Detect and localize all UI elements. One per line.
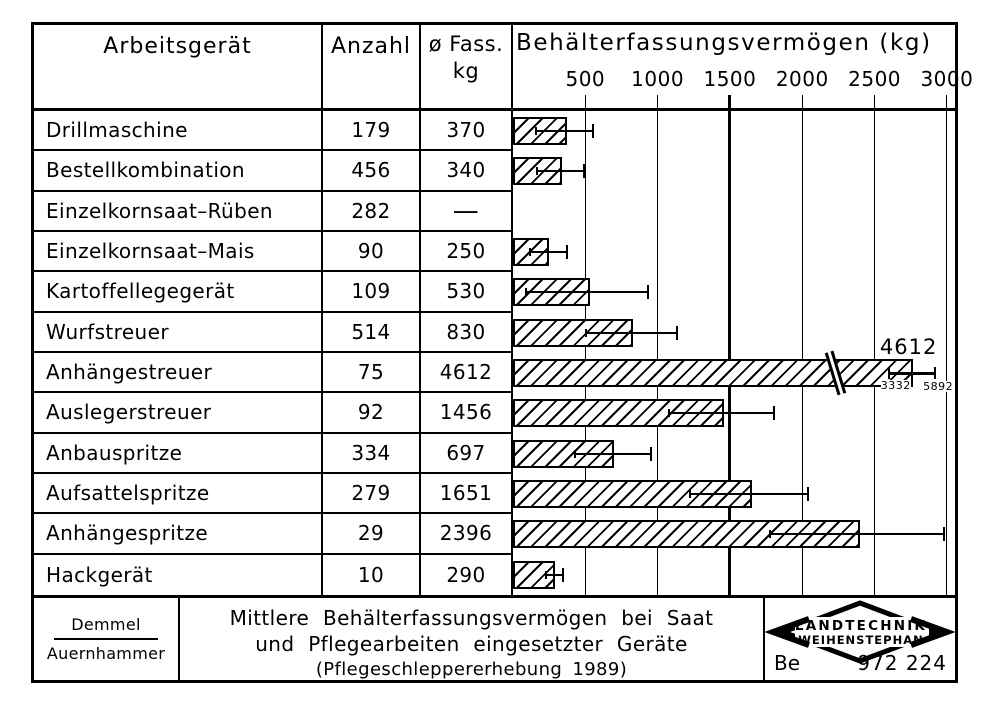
table-row [34,151,511,191]
header-label-anzahl: Anzahl [330,34,412,59]
error-bar-right-tick [647,285,649,299]
geraet-label: Einzelkornsaat–Rüben [46,198,274,223]
axis-tick [728,95,731,108]
header-label-fass-1: ø Fass. [428,32,504,56]
axis-tick [657,95,658,108]
table-row [34,555,511,595]
fass-value: 4612 [439,360,493,385]
table-footer [34,595,955,680]
fass-value: 697 [446,440,486,465]
cell-fass [421,313,511,351]
fass-value: 290 [446,562,486,587]
cell-fass [421,353,511,391]
axis-tick-label: 1500 [703,67,757,91]
caption-cell [180,598,765,680]
error-bar-line [888,372,936,375]
anzahl-value: 10 [357,562,385,587]
logo-text-1: LANDTECHNIK [794,618,928,634]
author-top: Demmel [71,615,141,634]
caption-line-1: Mittlere Behälterfassungsvermögen bei Saat [229,606,714,630]
cell-geraet [34,514,323,552]
fass-value: 340 [446,158,486,183]
header-cell-geraet [34,25,323,108]
geraet-label: Bestellkombination [46,158,245,183]
table-rows [34,111,511,595]
error-bar-line [689,493,809,495]
error-bar-left-tick [769,530,771,538]
cell-geraet [34,474,323,512]
axis-tick [802,95,803,108]
axis-tick [946,95,947,108]
anzahl-value: 75 [357,360,385,385]
error-bar-right-tick [934,367,936,379]
error-bar-left-tick [668,409,670,417]
chart-header [511,25,974,108]
error-bar-left-tick [585,329,587,337]
error-bar-right-tick [943,527,945,541]
table-row [34,434,511,474]
cell-anzahl [323,393,421,431]
error-bar-right-tick [650,447,652,461]
fass-value: 830 [446,319,486,344]
error-bar-line [769,533,945,535]
error-bar-line [536,170,585,172]
axis-tick-label: 500 [565,67,606,91]
cell-fass [421,232,511,270]
anzahl-value: 92 [357,400,385,425]
table-frame [31,22,974,683]
anzahl-value: 456 [351,158,391,183]
error-bar-left-tick [574,450,576,458]
error-bar-left-tick [536,167,538,175]
bar-value-annotation: 4612 [879,335,938,359]
error-bar-right-tick [676,326,678,340]
cell-geraet [34,192,323,230]
cell-fass [421,393,511,431]
error-bar [585,326,678,340]
error-bar-line [585,332,678,334]
error-bar-left-tick [525,288,527,296]
cell-anzahl [323,353,421,391]
error-bar-line [525,291,649,293]
error-bar-left-tick [545,571,547,579]
geraet-label: Auslegerstreuer [46,400,212,425]
bar-low-annotation: 3332 [880,379,911,392]
cell-fass [421,272,511,310]
table-row [34,232,511,272]
table-row [34,353,511,393]
geraet-label: Anhängestreuer [46,360,213,385]
error-bar-left-tick [535,127,537,135]
cell-anzahl [323,474,421,512]
error-bar [769,527,945,541]
error-bar-left-tick [689,490,691,498]
error-bar-right-tick [583,164,585,178]
anzahl-value: 109 [351,279,391,304]
error-bar [525,285,649,299]
error-bar [529,245,568,259]
cell-anzahl [323,151,421,189]
geraet-label: Einzelkornsaat–Mais [46,239,255,264]
cell-anzahl [323,555,421,595]
fass-value: 530 [446,279,486,304]
error-bar-line [535,130,594,132]
error-bar [574,447,652,461]
logo-text-2: WEIHENSTEPHAN [798,633,924,647]
error-bar [536,164,585,178]
axis-tick-label: 2500 [848,67,902,91]
header-cell-fass [421,25,511,108]
cell-anzahl [323,434,421,472]
error-bar-line [668,412,774,414]
table-row [34,111,511,151]
anzahl-value: 334 [351,440,391,465]
table-row [34,474,511,514]
axis-tick [874,95,875,108]
caption-line-3: (Pflegeschleppererhebung 1989) [315,659,628,680]
error-bar [888,366,936,380]
error-bar-right-tick [566,245,568,259]
cell-anzahl [323,272,421,310]
cell-geraet [34,393,323,431]
axis-tick-label: 1000 [631,67,685,91]
cell-fass [421,151,511,189]
cell-fass [421,192,511,230]
cell-geraet [34,353,323,391]
error-bar-left-tick [529,248,531,256]
error-bar-right-tick [592,124,594,138]
error-bar [689,487,809,501]
fass-value: 1651 [439,481,493,506]
table-row [34,514,511,554]
anzahl-value: 282 [351,198,391,223]
cell-anzahl [323,192,421,230]
cell-geraet [34,555,323,595]
geraet-label: Kartoffellegegerät [46,279,235,304]
header-label-fass-2: kg [452,59,480,83]
error-bar-right-tick [807,487,809,501]
anzahl-value: 29 [357,521,385,546]
cell-fass [421,474,511,512]
anzahl-value: 90 [357,239,385,264]
table-row [34,272,511,312]
cell-geraet [34,272,323,310]
axis-tick [585,95,586,108]
fass-value: 2396 [439,521,493,546]
table-row [34,192,511,232]
header-cell-anzahl [323,25,421,108]
author-bottom: Auernhammer [46,644,166,663]
gridline [946,111,947,595]
cell-fass [421,111,511,149]
error-bar-left-tick [888,367,890,379]
caption-line-2: und Pflegearbeiten eingesetzter Geräte [255,632,688,656]
chart-plot-area [511,111,955,595]
anzahl-value: 179 [351,118,391,143]
fass-value: 250 [446,239,486,264]
geraet-label: Anbauspritze [46,440,183,465]
logo-cell [765,598,955,680]
cell-anzahl [323,111,421,149]
fraction-line [54,638,158,640]
axis-tick-label: 2000 [775,67,829,91]
cell-fass [421,514,511,552]
geraet-label: Drillmaschine [46,118,188,143]
table-row [34,313,511,353]
gridline [874,111,875,595]
anzahl-value: 279 [351,481,391,506]
cell-fass [421,434,511,472]
code-left: Be [774,651,801,675]
header-label-geraet: Arbeitsgerät [103,34,252,59]
cell-anzahl [323,232,421,270]
cell-geraet [34,232,323,270]
error-bar-line [574,453,652,455]
error-bar [535,124,594,138]
error-bar [545,568,564,582]
error-bar [668,406,774,420]
geraet-label: Anhängespritze [46,521,209,546]
chart-title: Behälterfassungsvermögen (kg) [516,30,932,56]
geraet-label: Wurfstreuer [46,319,169,344]
fass-value: 1456 [439,400,493,425]
fass-value: — [452,195,480,226]
bar-high-annotation: 5892 [923,380,954,393]
cell-anzahl [323,313,421,351]
axis-tick-label: 3000 [920,67,974,91]
table-header [34,25,974,111]
bar-truncated [513,359,913,387]
cell-geraet [34,313,323,351]
cell-geraet [34,434,323,472]
anzahl-value: 514 [351,319,391,344]
cell-geraet [34,111,323,149]
cell-fass [421,555,511,595]
cell-anzahl [323,514,421,552]
authors-cell [34,598,180,680]
error-bar-right-tick [562,568,564,582]
code-right: 972 224 [857,651,947,675]
cell-geraet [34,151,323,189]
geraet-label: Aufsattelspritze [46,481,210,506]
error-bar-right-tick [773,406,775,420]
geraet-label: Hackgerät [46,562,153,587]
table-row [34,393,511,433]
fass-value: 370 [446,118,486,143]
error-bar-line [529,251,568,253]
